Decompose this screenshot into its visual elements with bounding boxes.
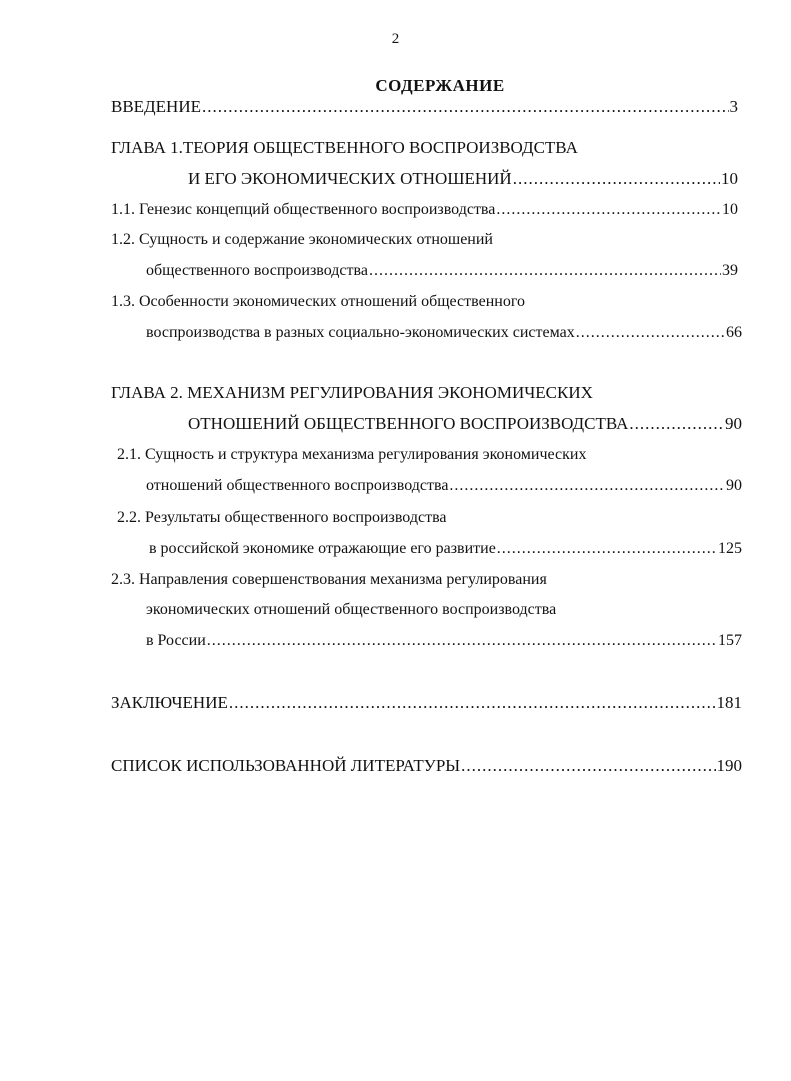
toc-page-number: 125	[718, 540, 742, 557]
toc-leader-dots	[229, 692, 716, 714]
toc-entry-label: 1.3. Особенности экономических отношений общественного	[111, 293, 525, 310]
toc-section-2-2-line-1	[117, 507, 447, 529]
toc-entry-references	[111, 755, 742, 777]
toc-leader-dots	[576, 322, 725, 344]
toc-section-2-3-line-1	[111, 569, 547, 591]
toc-entry-label: И ЕГО ЭКОНОМИЧЕСКИХ ОТНОШЕНИЙ	[188, 169, 512, 188]
toc-entry-label: 2.1. Сущность и структура механизма регулирования экономических	[117, 446, 587, 463]
toc-page-number: 90	[725, 414, 742, 433]
toc-page-number: 10	[722, 201, 738, 218]
toc-section-1-2-line-1	[111, 229, 493, 251]
toc-entry-label: общественного воспроизводства	[146, 262, 368, 279]
toc-entry-label: 2.3. Направления совершенствования механизма регулирования	[111, 571, 547, 588]
toc-chapter-2-line-2	[188, 413, 742, 435]
toc-entry-label: отношений общественного воспроизводства	[146, 477, 449, 494]
toc-section-1-3-line-1	[111, 291, 525, 313]
toc-section-2-1-line-1	[117, 444, 586, 466]
toc-page-number: 39	[722, 262, 738, 279]
toc-leader-dots	[629, 413, 724, 435]
toc-entry-label: 1.1. Генезис концепций общественного воспроизводства	[111, 201, 496, 218]
toc-page-number: 10	[721, 169, 738, 188]
toc-leader-dots	[497, 538, 717, 560]
toc-entry-label: 1.2. Сущность и содержание экономических отношений	[111, 231, 493, 248]
toc-section-2-1-line-2	[146, 475, 742, 497]
toc-leader-dots	[513, 168, 720, 190]
toc-entry-introduction	[111, 96, 738, 118]
page-number: 2	[391, 31, 400, 47]
toc-chapter-1-line-2	[188, 168, 738, 190]
toc-leader-dots	[369, 260, 721, 282]
toc-entry-label: в российской экономике отражающие его развитие	[149, 540, 496, 557]
toc-entry-label: ОТНОШЕНИЙ ОБЩЕСТВЕННОГО ВОСПРОИЗВОДСТВА	[188, 414, 629, 433]
toc-section-2-3-line-2	[146, 599, 556, 621]
toc-chapter-2-line-1	[111, 382, 593, 404]
toc-section-2-3-line-3	[146, 630, 742, 652]
toc-page-number: 90	[726, 477, 742, 494]
toc-leader-dots	[207, 630, 717, 652]
toc-leader-dots	[449, 475, 725, 497]
toc-section-1-1	[111, 199, 738, 221]
toc-page-number: 157	[718, 632, 742, 649]
toc-entry-label: ЗАКЛЮЧЕНИЕ	[111, 693, 228, 712]
toc-leader-dots	[461, 755, 715, 777]
toc-leader-dots	[496, 199, 721, 221]
toc-entry-label: 2.2. Результаты общественного воспроизводства	[117, 509, 447, 526]
toc-entry-conclusion	[111, 692, 742, 714]
toc-entry-label: ВВЕДЕНИЕ	[111, 97, 201, 116]
toc-page-number: 66	[726, 324, 742, 341]
toc-section-1-3-line-2	[146, 322, 742, 344]
toc-entry-label: СПИСОК ИСПОЛЬЗОВАННОЙ ЛИТЕРАТУРЫ	[111, 756, 461, 775]
toc-entry-label: экономических отношений общественного воспроизводства	[146, 601, 557, 618]
toc-page-number: 3	[729, 97, 738, 116]
toc-chapter-1-line-1	[111, 137, 578, 159]
toc-title: СОДЕРЖАНИЕ	[375, 76, 505, 95]
toc-entry-label: воспроизводства в разных социально-экономических системах	[146, 324, 575, 341]
toc-entry-label: в России	[146, 632, 206, 649]
toc-section-1-2-line-2	[146, 260, 738, 282]
toc-page-number: 190	[716, 756, 742, 775]
toc-leader-dots	[202, 96, 729, 118]
toc-entry-label: ГЛАВА 1.ТЕОРИЯ ОБЩЕСТВЕННОГО ВОСПРОИЗВОДСТВА	[111, 138, 578, 157]
toc-entry-label: ГЛАВА 2. МЕХАНИЗМ РЕГУЛИРОВАНИЯ ЭКОНОМИЧЕСКИХ	[111, 383, 593, 402]
toc-page-number: 181	[716, 693, 742, 712]
toc-section-2-2-line-2	[149, 538, 742, 560]
